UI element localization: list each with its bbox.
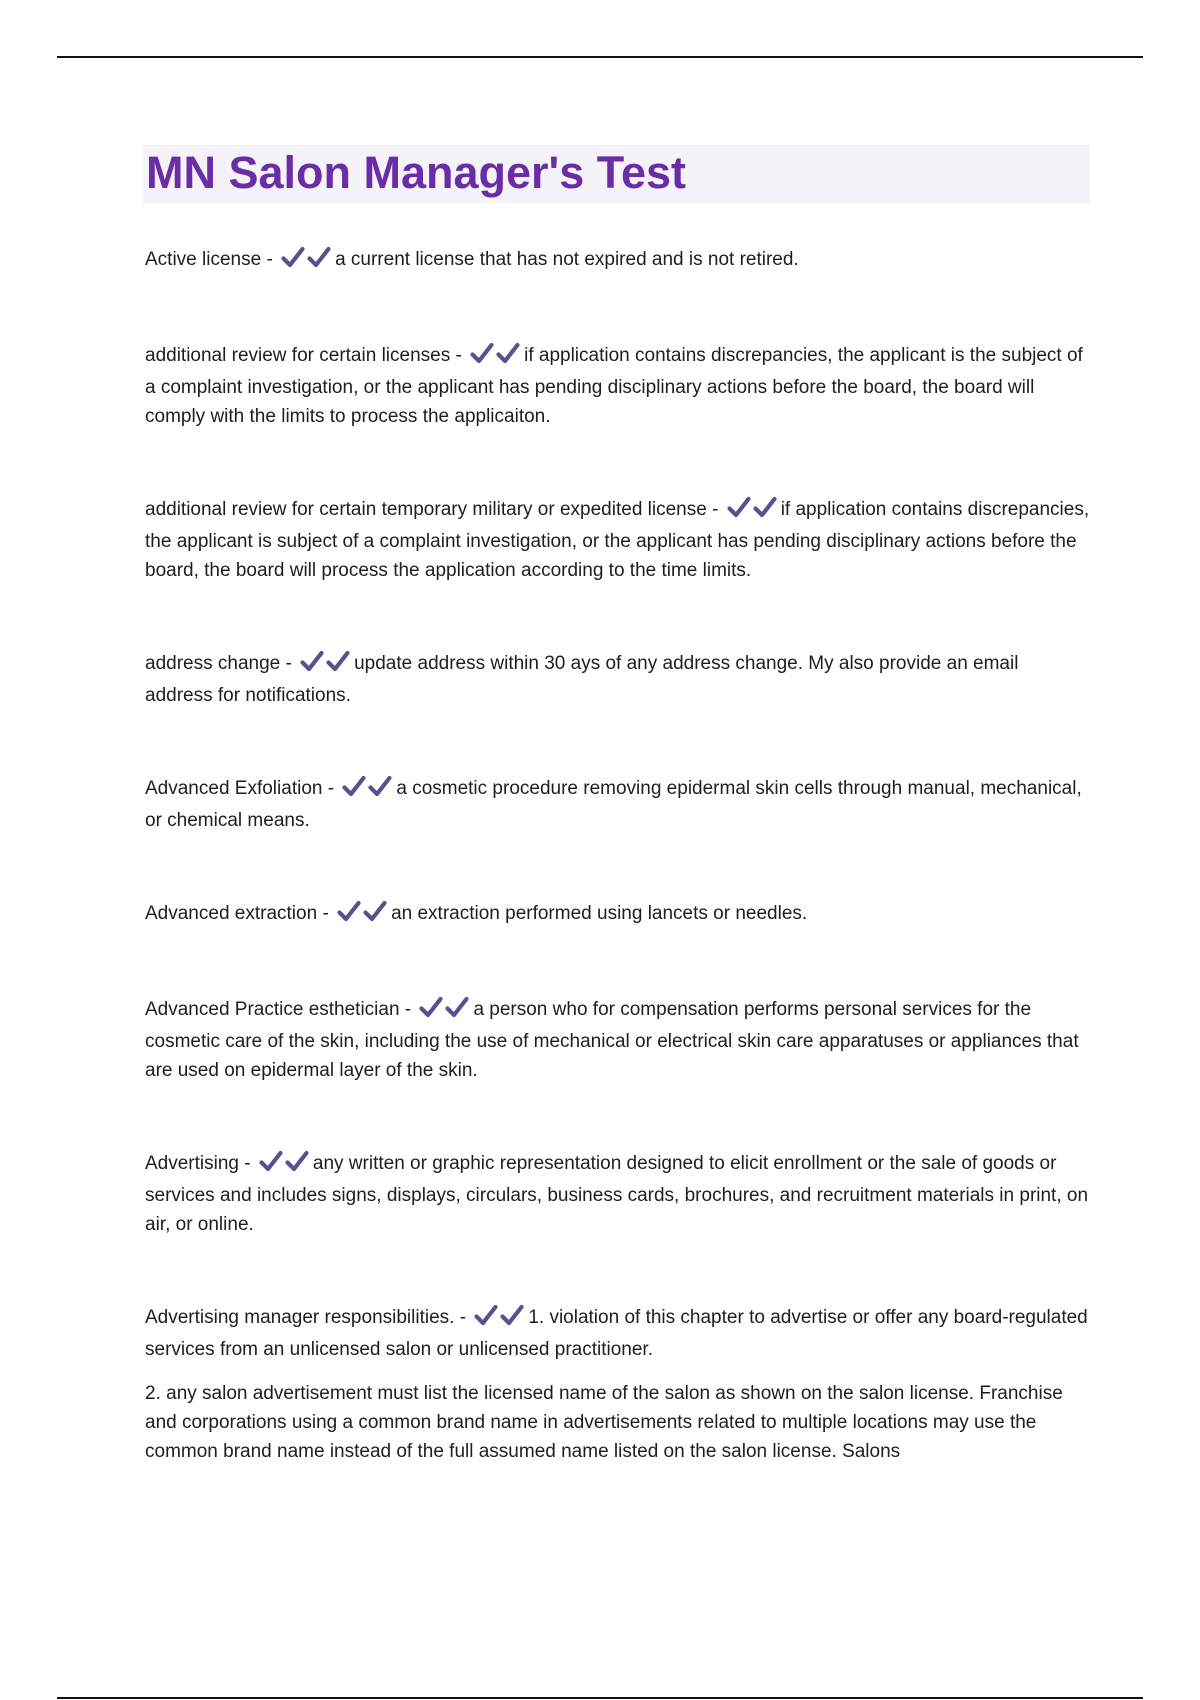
entry-text [145, 245, 1090, 277]
check-icon [470, 342, 496, 364]
entry [145, 899, 1090, 931]
check-pair [281, 246, 333, 277]
entry-separator: - [322, 778, 340, 799]
check-pair [470, 342, 522, 373]
check-icon [363, 900, 389, 922]
check-pair [300, 650, 352, 681]
check-icon [281, 246, 307, 268]
check-icon [300, 650, 326, 672]
check-icon [419, 996, 445, 1018]
entry-separator: - [317, 903, 335, 924]
entry-text [145, 1303, 1090, 1364]
check-icon [500, 1304, 526, 1326]
entry-text [145, 495, 1090, 585]
check-pair [337, 900, 389, 931]
entry [145, 1303, 1090, 1466]
entry-definition: if application contains discrepancies, the applicant is subject of a complaint investigation, or the applicant has pending disciplinary actions before the board, the board will process the application according to the time limits. [145, 499, 1090, 581]
bottom-rule [57, 1697, 1143, 1699]
entry-term: Advertising [145, 1153, 239, 1174]
entry-term: Advertising manager responsibilities. [145, 1307, 455, 1328]
entry-separator: - [261, 249, 279, 270]
entry-separator: - [280, 653, 298, 674]
entry [145, 995, 1090, 1085]
entry-term: additional review for certain licenses [145, 345, 451, 366]
entry-definition: if application contains discrepancies, the applicant is the subject of a complaint investigation, or the applicant has pending disciplinary actions before the board, the board will comply with the limits to process the applicaiton. [145, 345, 1083, 427]
entry-text [145, 1149, 1090, 1239]
entry [145, 1149, 1090, 1239]
entry-term: address change [145, 653, 281, 674]
check-icon [445, 996, 471, 1018]
entry-definition: a cosmetic procedure removing epidermal skin cells through manual, mechanical, or chemical means. [145, 778, 1082, 831]
check-icon [753, 496, 779, 518]
entry-definition: 1. violation of this chapter to advertise or offer any board-regulated services from an unlicensed salon or unlicensed practitioner. [145, 1307, 1088, 1360]
entry-text [145, 341, 1090, 431]
entry-term: Advanced extraction [145, 903, 318, 924]
entry-separator: - [706, 499, 724, 520]
check-icon [474, 1304, 500, 1326]
entry-continuation: 2. any salon advertisement must list the licensed name of the salon as shown on the salon license. Franchise and corporations using a common brand name in advertisements related to multiple locations may use the common brand name instead of the full assumed name listed on the salon license. Salons [145, 1383, 1063, 1462]
entry-definition: a person who for compensation performs personal services for the cosmetic care of the skin, including the use of mechanical or electrical skin care apparatuses or appliances that are used on epidermal layer of the skin. [145, 999, 1079, 1081]
check-icon [307, 246, 333, 268]
entry [145, 649, 1090, 710]
entries-list [145, 245, 1090, 1530]
entry-text [145, 899, 1090, 931]
entry [145, 774, 1090, 835]
check-icon [727, 496, 753, 518]
entry-definition: a current license that has not expired and is not retired. [335, 249, 799, 270]
check-pair [419, 996, 471, 1027]
document-title: MN Salon Manager's Test [146, 147, 686, 198]
check-pair [342, 775, 394, 806]
entry-definition: an extraction performed using lancets or needles. [391, 903, 808, 924]
check-icon [368, 775, 394, 797]
entry-separator: - [450, 345, 468, 366]
check-icon [326, 650, 352, 672]
check-icon [342, 775, 368, 797]
entry [145, 341, 1090, 431]
check-icon [496, 342, 522, 364]
entry-term: additional review for certain temporary military or expedited license [145, 499, 707, 520]
entry-term: Advanced Exfoliation [145, 778, 323, 799]
entry-term: Active license [145, 249, 262, 270]
entry-text [145, 774, 1090, 835]
entry-separator: - [239, 1153, 256, 1174]
entry-definition: any written or graphic representation designed to elicit enrollment or the sale of goods or services and includes signs, displays, circulars, business cards, brochures, and recruitment materials in print, on air, or online. [145, 1153, 1089, 1235]
entry-text [145, 649, 1090, 710]
check-icon [285, 1150, 311, 1172]
entry-text [145, 995, 1090, 1085]
check-pair [474, 1304, 526, 1335]
entry [145, 495, 1090, 585]
entry-term: Advanced Practice esthetician [145, 999, 400, 1020]
check-icon [259, 1150, 285, 1172]
check-pair [727, 496, 779, 527]
entry [145, 245, 1090, 277]
check-pair [259, 1150, 311, 1181]
entry-separator: - [454, 1307, 472, 1328]
entry-separator: - [399, 999, 417, 1020]
top-rule [57, 56, 1143, 58]
entry-definition: update address within 30 ays of any address change. My also provide an email address for notifications. [145, 653, 1019, 706]
check-icon [337, 900, 363, 922]
